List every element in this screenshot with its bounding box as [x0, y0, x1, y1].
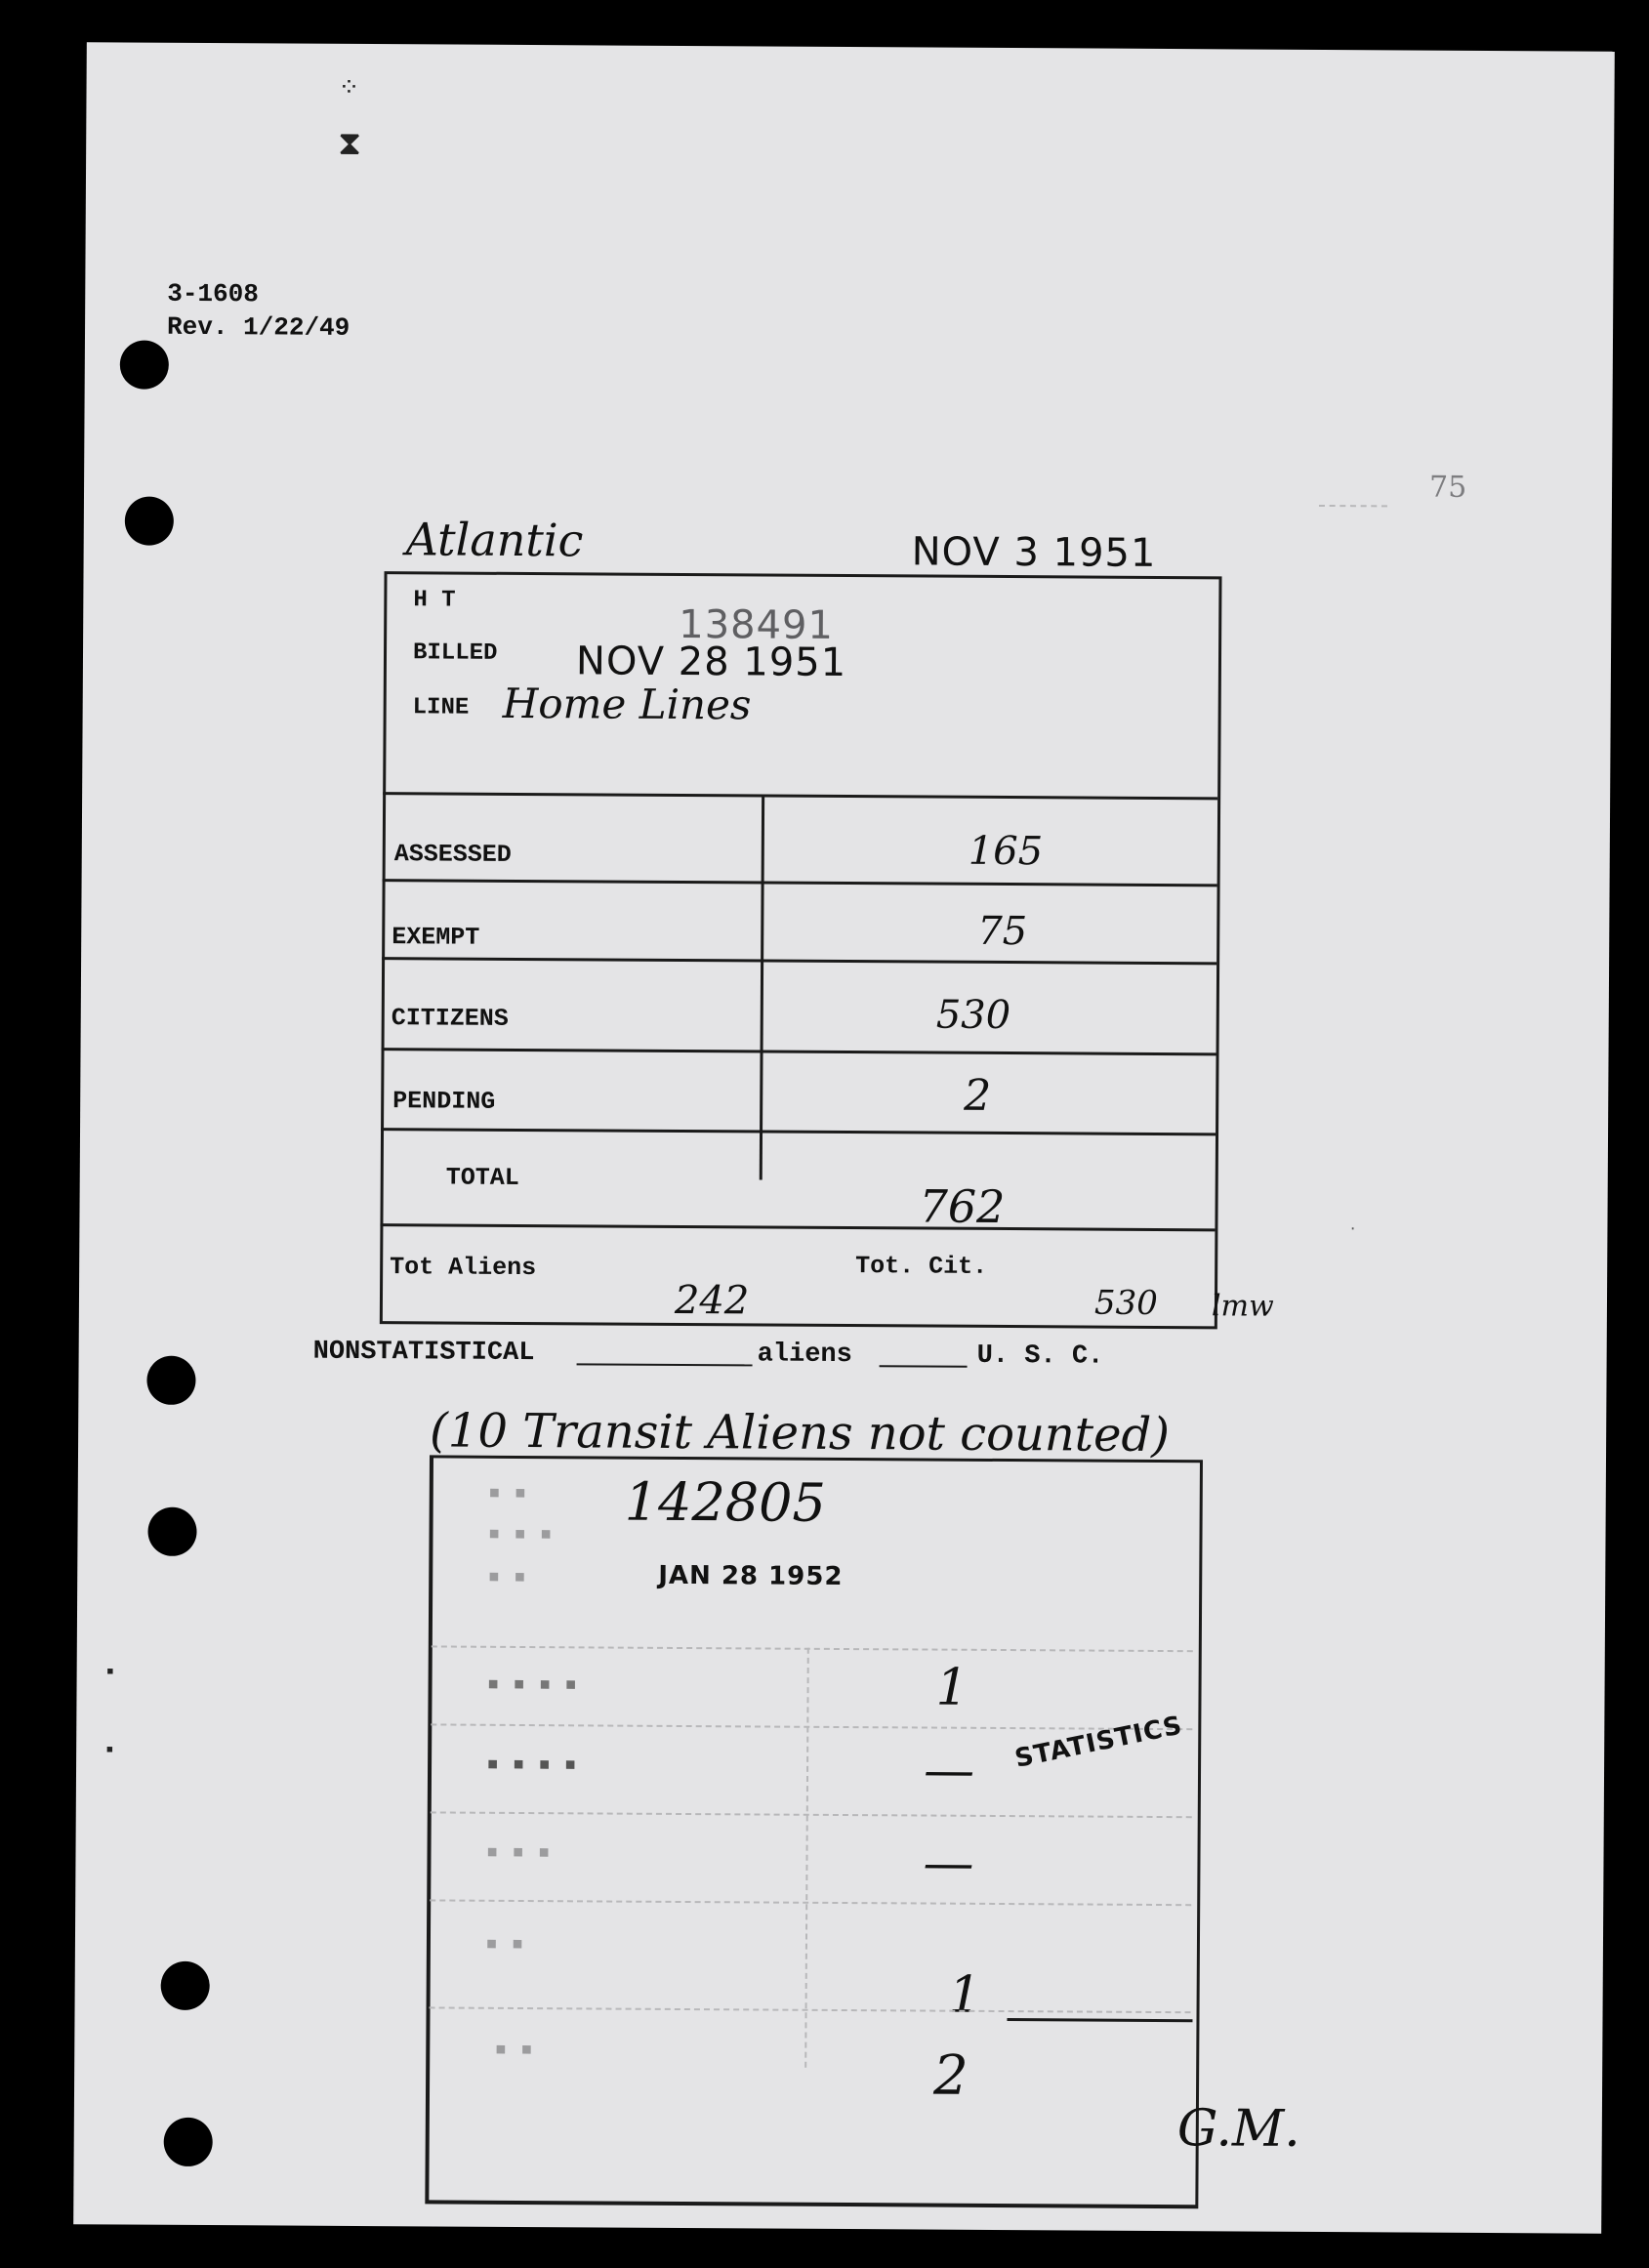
speck: · — [1348, 1221, 1357, 1238]
billed-date-stamp: NOV 28 1951 — [575, 639, 847, 686]
speck: ▪ — [105, 1741, 114, 1757]
lower-ht-number: 142805 — [624, 1470, 827, 1534]
punch-hole — [146, 1356, 195, 1405]
assessed-label: ASSESSED — [393, 840, 512, 869]
lower-value: 1 — [935, 1658, 969, 1717]
citizens-value: 530 — [935, 992, 1011, 1039]
punch-hole — [161, 1961, 210, 2010]
tot-cit-value: 530 — [1093, 1283, 1158, 1323]
usc-label: U. S. C. — [976, 1340, 1104, 1372]
total-value: 762 — [919, 1179, 1006, 1234]
pending-label: PENDING — [392, 1087, 496, 1116]
page-mark-rule — [1319, 505, 1387, 507]
faded-label: ▪ ▪ ▪ ▪ — [486, 1670, 578, 1697]
lower-value: 1 — [948, 1965, 981, 2025]
punch-hole — [120, 340, 169, 389]
tot-cit-label: Tot. Cit. — [855, 1252, 988, 1281]
lower-value: — — [923, 1741, 975, 1800]
form-revision: Rev. 1/22/49 — [166, 311, 350, 343]
pending-value: 2 — [964, 1070, 992, 1121]
faded-label: ▪ ▪ ▪ ▪ — [486, 1751, 577, 1777]
nonstatistical-label: NONSTATISTICAL — [312, 1337, 535, 1369]
speck: ▪ — [105, 1663, 115, 1679]
staple-mark: ⁘ — [338, 72, 360, 103]
line-label: LINE — [412, 694, 470, 722]
lower-value: — — [923, 1834, 974, 1893]
exempt-value: 75 — [977, 908, 1028, 955]
faded-label: ▪ ▪ ▪ — [487, 1520, 553, 1546]
form-sheet — [73, 42, 1615, 2234]
faded-label: ▪ ▪ ▪ — [485, 1838, 551, 1865]
page-mark: 75 — [1428, 470, 1467, 505]
punch-hole — [125, 496, 174, 545]
nonstatistical-blank — [577, 1363, 753, 1366]
transit-note: (10 Transit Aliens not counted) — [429, 1403, 1171, 1464]
citizens-label: CITIZENS — [391, 1004, 509, 1033]
total-label: TOTAL — [445, 1163, 519, 1192]
line-value: Home Lines — [502, 679, 752, 729]
signature: G.M. — [1176, 2099, 1300, 2159]
tot-aliens-label: Tot Aliens — [390, 1253, 537, 1283]
exempt-label: EXEMPT — [392, 923, 480, 952]
ht-number: 138491 — [679, 601, 835, 648]
aliens-blank — [880, 1365, 968, 1368]
staple-mark: ⧗ — [338, 123, 362, 163]
lower-value: 2 — [932, 2043, 969, 2108]
faded-label: ▪ ▪ — [487, 1479, 527, 1505]
faded-label: ▪ ▪ — [487, 1563, 527, 1589]
form-number: 3-1608 — [167, 278, 259, 309]
arrival-date-stamp: NOV 3 1951 — [911, 529, 1157, 576]
faded-label: ▪ ▪ — [494, 2036, 534, 2062]
initials: lmw — [1211, 1289, 1274, 1324]
punch-hole — [147, 1507, 196, 1556]
lower-billed-date: JAN 28 1952 — [658, 1560, 844, 1592]
statistics-stamp: STATISTICS — [1011, 1711, 1185, 1774]
billed-label: BILLED — [412, 639, 498, 667]
assessed-value: 165 — [968, 828, 1044, 875]
ht-label: H T — [413, 587, 456, 614]
tot-aliens-value: 242 — [674, 1277, 750, 1324]
punch-hole — [164, 2118, 213, 2166]
aliens-label: aliens — [757, 1340, 852, 1371]
port-name: Atlantic — [405, 513, 584, 567]
faded-label: ▪ ▪ — [484, 1930, 524, 1957]
